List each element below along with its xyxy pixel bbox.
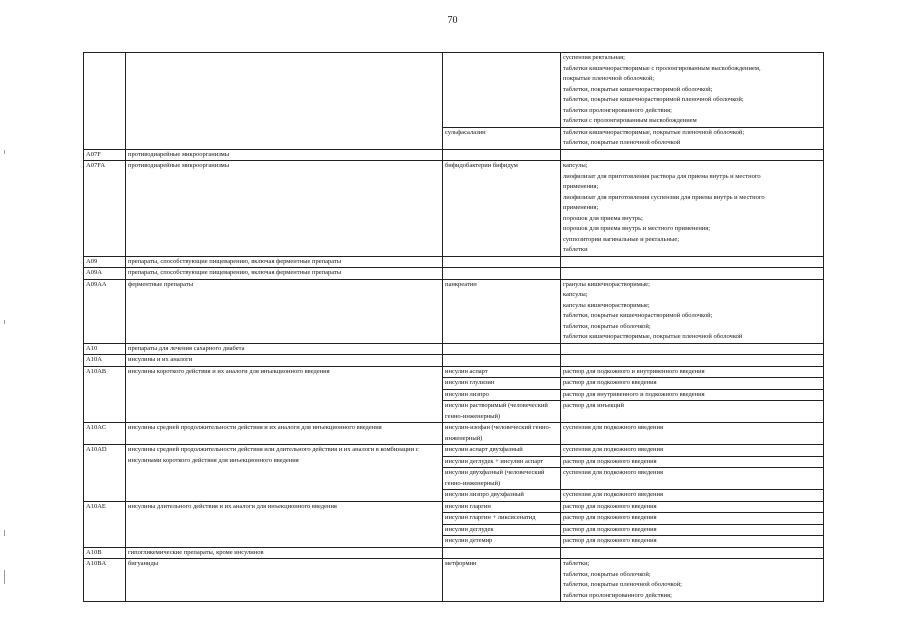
dosage-form-line: таблетки пролонгированного действия; [563, 106, 672, 114]
table-row [84, 366, 824, 378]
table-row [84, 423, 824, 445]
anatomical-group-cell: противодиарейные микроорганизмы [126, 161, 443, 257]
dosage-forms-cell [561, 524, 824, 536]
dosage-form-line: суспензия для подкожного введения [563, 446, 664, 453]
dosage-form-line: таблетки с пролонгированным высвобождением [563, 117, 697, 124]
table-row [84, 343, 824, 355]
drug-name-cell: панкреатин [443, 279, 561, 343]
anatomical-group-cell: инсулины средней продолжительности действия и их аналоги для инъекционного введения [126, 423, 443, 445]
table-row [84, 445, 824, 457]
dosage-forms-cell [561, 149, 824, 161]
dosage-form-line: лиофилизат для приготовления раствора для приема внутрь и местного [563, 172, 761, 180]
table-row [84, 268, 824, 280]
drug-name-cell: инсулин-изофан (человеческий генно-инженерный) [443, 423, 561, 445]
anatomical-group-cell [126, 53, 443, 150]
table-row [84, 501, 824, 513]
dosage-forms-cell [561, 536, 824, 548]
atc-code-cell: A09 [84, 256, 126, 268]
dosage-form-line: раствор для подкожного и внутривенного введения [563, 367, 705, 375]
dosage-forms-cell [561, 490, 824, 502]
drug-name-cell: инсулин лизпро двухфазный [443, 490, 561, 502]
dosage-forms-cell [561, 256, 824, 268]
dosage-form-line: таблетки пролонгированного действия; [563, 591, 672, 599]
anatomical-group-cell: препараты, способствующие пищеварению, включая ферментные препараты [126, 268, 443, 280]
dosage-form-line: капсулы; [563, 291, 588, 298]
dosage-forms-cell [561, 513, 824, 525]
dosage-form-line: раствор для подкожного введения [563, 457, 657, 465]
dosage-forms-cell [561, 378, 824, 390]
dosage-form-line: суспензия для подкожного введения [563, 424, 664, 431]
atc-code-cell: A10BA [84, 559, 126, 602]
drug-name-cell [443, 547, 561, 559]
drug-name-cell: сульфасалазин [443, 127, 561, 149]
atc-code-cell: A09AA [84, 279, 126, 343]
dosage-form-line: таблетки, покрытые пленочной оболочкой; [563, 581, 682, 588]
dosage-form-line: раствор для инъекций [563, 402, 624, 409]
dosage-form-line: таблетки, покрытые кишечнорастворимой оболочкой; [563, 85, 713, 93]
dosage-form-line: раствор для внутривенного и подкожного введения [563, 390, 705, 398]
dosage-form-line: таблетки кишечнорастворимые, покрытые пленочной оболочкой [563, 333, 743, 340]
dosage-form-line: раствор для подкожного введения [563, 525, 657, 533]
dosage-form-line: лиофилизат для приготовления суспензии для приема внутрь и местного [563, 193, 765, 201]
atc-code-cell: A10AB [84, 366, 126, 423]
dosage-forms-cell [561, 389, 824, 401]
dosage-forms-cell [561, 161, 824, 257]
drug-name-cell [443, 149, 561, 161]
drug-name-cell: инсулин аспарт двухфазный [443, 445, 561, 457]
dosage-forms-cell [561, 401, 824, 423]
dosage-form-line: раствор для подкожного введения [563, 379, 657, 386]
dosage-forms-cell [561, 423, 824, 445]
dosage-form-line: порошок для приема внутрь и местного применения; [563, 225, 711, 232]
scan-margin-marks [0, 0, 10, 640]
anatomical-group-cell: инсулины длительного действия и их аналоги для инъекционного введения [126, 501, 443, 547]
table-row [84, 161, 824, 257]
dosage-form-line: гранулы кишечнорастворимые; [563, 280, 650, 288]
dosage-forms-cell [561, 456, 824, 468]
dosage-form-line: таблетки, покрытые оболочкой; [563, 322, 651, 330]
dosage-forms-cell [561, 343, 824, 355]
table-row [84, 149, 824, 161]
page-number: 70 [447, 15, 458, 26]
drug-name-cell: бифидобактерии бифидум [443, 161, 561, 257]
table-body [84, 53, 824, 602]
dosage-forms-cell [561, 501, 824, 513]
table-row [84, 559, 824, 602]
drug-name-cell: инсулин аспарт [443, 366, 561, 378]
dosage-form-line: таблетки, покрытые кишечнорастворимой оболочкой; [563, 312, 713, 319]
drug-name-cell: инсулин гларгин [443, 501, 561, 513]
anatomical-group-cell: противодиарейные микроорганизмы [126, 149, 443, 161]
drug-name-cell: метформин [443, 559, 561, 602]
dosage-forms-cell [561, 355, 824, 367]
dosage-forms-cell [561, 547, 824, 559]
dosage-form-line: суспензия ректальная; [563, 54, 625, 61]
anatomical-group-cell: ферментные препараты [126, 279, 443, 343]
drug-name-cell: инсулин гларгин + ликсисенатид [443, 513, 561, 525]
drug-name-cell [443, 355, 561, 367]
dosage-form-line: суспензия для подкожного введения [563, 469, 664, 476]
dosage-form-line: раствор для подкожного введения [563, 502, 657, 510]
atc-code-cell: A10B [84, 547, 126, 559]
table-row [84, 355, 824, 367]
atc-code-cell: A10AC [84, 423, 126, 445]
dosage-form-line: таблетки кишечнорастворимые, покрытые пленочной оболочкой; [563, 128, 745, 136]
dosage-forms-cell [561, 268, 824, 280]
atc-code-cell: A07FA [84, 161, 126, 257]
anatomical-group-cell: препараты для лечения сахарного диабета [126, 343, 443, 355]
dosage-form-line: таблетки, покрытые пленочной оболочкой [563, 139, 681, 146]
atc-code-cell: A10AE [84, 501, 126, 547]
atc-code-cell: A10A [84, 355, 126, 367]
atc-code-cell: A10AD [84, 445, 126, 502]
dosage-forms-cell [561, 279, 824, 343]
dosage-forms-cell [561, 366, 824, 378]
dosage-form-line: таблетки; [563, 560, 590, 567]
dosage-form-line: таблетки [563, 246, 588, 253]
drug-name-cell [443, 256, 561, 268]
table-row [84, 53, 824, 128]
drug-name-cell: инсулин растворимый (человеческий генно-инженерный) [443, 401, 561, 423]
table-row [84, 547, 824, 559]
table-row [84, 279, 824, 343]
anatomical-group-cell: препараты, способствующие пищеварению, включая ферментные препараты [126, 256, 443, 268]
dosage-form-line: таблетки кишечнорастворимые с пролонгированным высвобождением, [563, 64, 761, 72]
dosage-form-line: капсулы кишечнорастворимые; [563, 301, 650, 309]
dosage-form-line: применения; [563, 204, 599, 211]
dosage-forms-cell [561, 559, 824, 602]
dosage-forms-cell [561, 53, 824, 128]
anatomical-group-cell: гипогликемические препараты, кроме инсулинов [126, 547, 443, 559]
drug-name-cell [443, 53, 561, 128]
dosage-form-line: таблетки, покрытые кишечнорастворимой пленочной оболочкой; [563, 96, 744, 103]
dosage-form-line: суппозитории вагинальные и ректальные; [563, 235, 680, 243]
dosage-form-line: раствор для подкожного введения [563, 537, 657, 544]
dosage-form-line: применения; [563, 183, 599, 190]
drug-name-cell: инсулин глулизин [443, 378, 561, 390]
anatomical-group-cell: бигуаниды [126, 559, 443, 602]
dosage-form-line: покрытые пленочной оболочкой; [563, 75, 655, 82]
dosage-form-line: капсулы; [563, 162, 588, 169]
drug-table [83, 52, 824, 602]
dosage-forms-cell [561, 127, 824, 149]
dosage-forms-cell [561, 468, 824, 490]
table-row [84, 256, 824, 268]
dosage-form-line: порошок для приема внутрь; [563, 214, 643, 222]
anatomical-group-cell: инсулины средней продолжительности действия или длительного действия и их аналоги в комбинации с инсулинами короткого действия для инъекционного введения [126, 445, 443, 502]
drug-name-cell: инсулин двухфазный (человеческий генно-инженерный) [443, 468, 561, 490]
dosage-form-line: таблетки, покрытые оболочкой; [563, 570, 651, 578]
atc-code-cell: A10 [84, 343, 126, 355]
drug-name-cell [443, 268, 561, 280]
atc-code-cell: A07F [84, 149, 126, 161]
drug-name-cell: инсулин деглудек [443, 524, 561, 536]
dosage-forms-cell [561, 445, 824, 457]
anatomical-group-cell: инсулины и их аналоги [126, 355, 443, 367]
atc-code-cell: A09A [84, 268, 126, 280]
anatomical-group-cell: инсулины короткого действия и их аналоги для инъекционного введения [126, 366, 443, 423]
drug-name-cell: инсулин деглудек + инсулин аспарт [443, 456, 561, 468]
drug-name-cell [443, 343, 561, 355]
drug-name-cell: инсулин лизпро [443, 389, 561, 401]
dosage-form-line: суспензия для подкожного введения [563, 491, 664, 498]
atc-code-cell [84, 53, 126, 150]
drug-name-cell: инсулин детемир [443, 536, 561, 548]
dosage-form-line: раствор для подкожного введения [563, 514, 657, 521]
